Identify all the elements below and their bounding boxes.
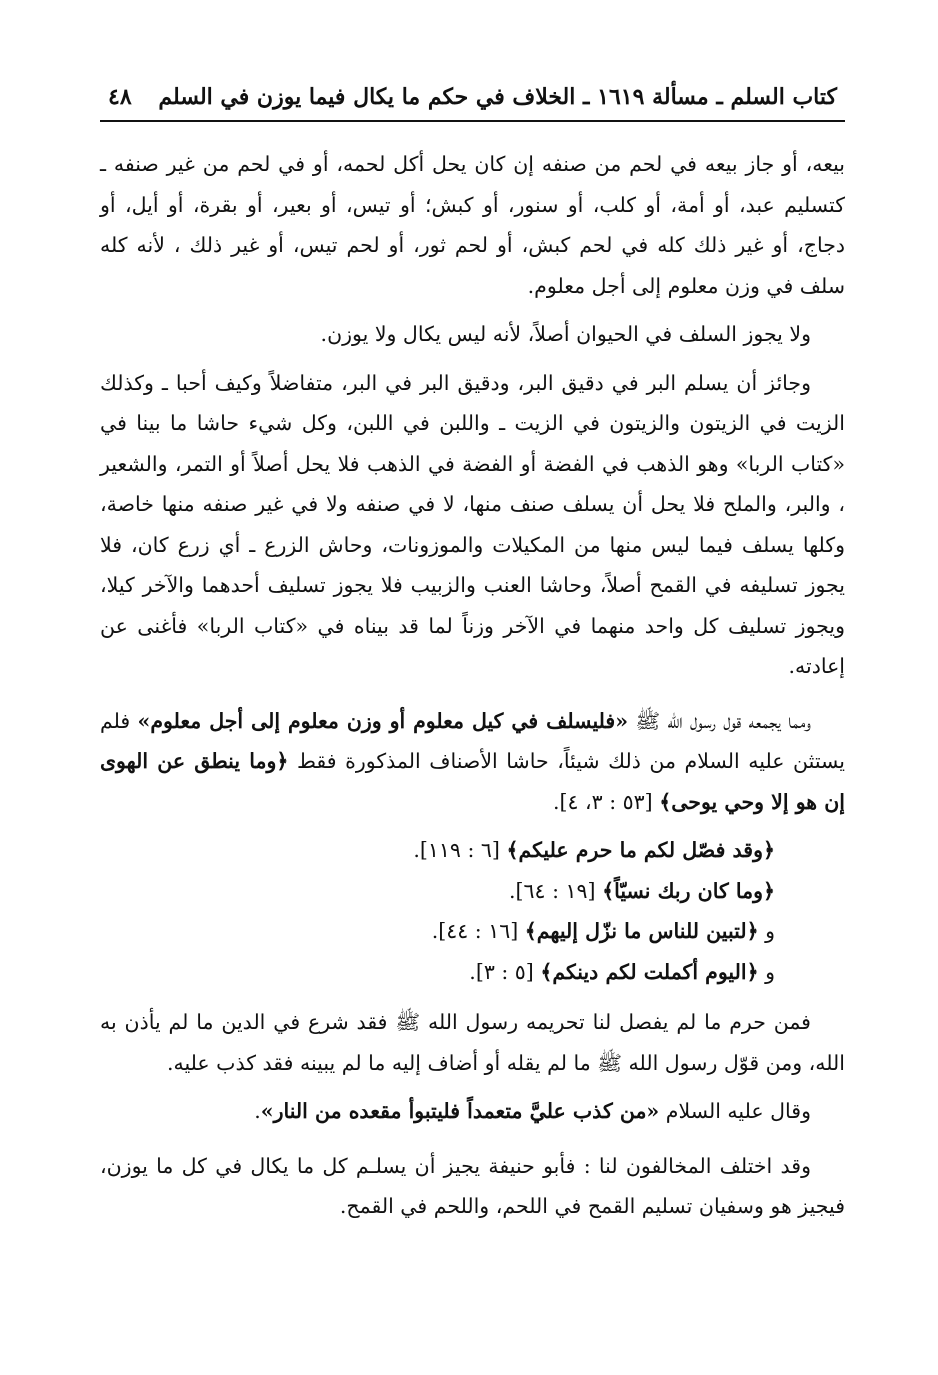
paragraph-2: ولا يجوز السلف في الحيوان أصلاً، لأنه ليس يكال ولا يوزن. bbox=[320, 322, 811, 346]
paragraph-7: وقد اختلف المخالفون لنا : فأبو حنيفة يجيز أن يسلـم كل ما يكال في كل ما يوزن، فيجيز هو وسفيان تسليم القمح في اللحم، واللحم في القمح. bbox=[100, 1153, 845, 1218]
verse-reference: [١٦ : ٤٤]. bbox=[431, 919, 525, 943]
verse-prefix: و bbox=[758, 959, 775, 984]
quran-quote: ﴿لتبين للناس ما نزّل إليهم﴾ bbox=[524, 919, 759, 943]
verse-line bbox=[100, 830, 775, 871]
quran-quote: ﴿وما كان ربك نسيّاً﴾ bbox=[602, 878, 775, 903]
paragraph-3: وجائز أن يسلم البر في دقيق البر، ودقيق البر في البر، متفاضلاً وكيف أحبا ـ وكذلك الزيت في الزيتون والزيتون في الزيت ـ واللبن في اللبن، وكل شيء حاشا ما بينا في «كتاب الربا» وهو الذهب في الفضة أو الفضة في الذهب فلا يحل أصلاً أو التمر، والشعير ، والبر، والملح فلا يحل أن يسلف صنف منها، لا في صنفه ولا في غير صنفه منها خاصة، وكلها يسلف فيما ليس منها من المكيلات والموزونات، وحاش الزرع ـ أي زرع كان، فلا يجوز تسليفه في القمح أصلاً، وحاشا العنب والزبيب فلا يجوز تسليف أحدهما والآخر كيلا، ويجوز تسليف كل واحد منهما في الآخر وزناً لما قد بيناه في «كتاب الربا» فأغنى عن إعادته. bbox=[100, 370, 845, 678]
text-segment: . bbox=[254, 1099, 261, 1123]
paragraph-6 bbox=[100, 1091, 845, 1132]
verse-prefix: و bbox=[758, 919, 775, 943]
verse-reference: [٦ : ١١٩]. bbox=[413, 838, 507, 862]
quran-quote: ﴿اليوم أكملت لكم دينكم﴾ bbox=[540, 959, 759, 984]
verse-line bbox=[100, 911, 775, 952]
paragraph-5: فمن حرم ما لم يفصل لنا تحريمه رسول الله ﷺ فقد شرع في الدين ما لم يأذن به الله، ومن قوّل رسول الله ﷺ ما لم يقله أو أضاف إليه ما لم يبينه فقد كذب عليه. bbox=[100, 1010, 845, 1075]
verse-reference: [١٩ : ٦٤]. bbox=[509, 878, 603, 903]
verse-reference: [٥٣ : ٣، ٤]. bbox=[553, 789, 660, 814]
quran-quote: ﴿وما ينطق عن الهوى إن هو إلا وحي يوحى﴾ bbox=[100, 749, 845, 814]
paragraph-1: بيعه، أو جاز بيعه في لحم من صنفه إن كان يحل أكل لحمه، أو في لحم من غير صنفه ـ كتسليم عبد، أو أمة، أو كلب، أو سنور، أو كبش؛ أو تيس، أو بعير، أو بقرة، أو أيل، أو دجاج، أو غير ذلك كله في لحم كبش، أو لحم ثور، أو لحم تيس، أو غير ذلك ، لأنه كله سلف في وزن معلوم إلى أجل معلوم. bbox=[100, 152, 845, 298]
page-number: ٤٨ bbox=[108, 84, 132, 110]
verse-line bbox=[100, 952, 775, 993]
hadith-quote: «فليسلف في كيل معلوم أو وزن معلوم إلى أجل معلوم» bbox=[137, 708, 629, 733]
header-rule bbox=[100, 120, 845, 122]
text-segment: وقال عليه السلام bbox=[659, 1099, 811, 1123]
hadith-quote: «من كذب عليَّ متعمداً فليتبوأ مقعده من النار» bbox=[260, 1099, 660, 1123]
verse-reference: [٥ : ٣]. bbox=[469, 959, 541, 984]
text-segment: ومما يجمعه قول رسول الله ﷺ bbox=[628, 708, 811, 733]
quran-quote: ﴿وقد فصّل لكم ما حرم عليكم﴾ bbox=[506, 838, 775, 862]
paragraph-4 bbox=[100, 701, 845, 823]
verse-line bbox=[100, 871, 775, 912]
page bbox=[100, 60, 845, 1235]
text-segment: فلم يستثن عليه السلام من ذلك شيئاً، حاشا الأصناف المذكورة فقط bbox=[100, 708, 846, 773]
header-title: كتاب السلم ـ مسألة ١٦١٩ ـ الخلاف في حكم ما يكال فيما يوزن في السلم bbox=[158, 84, 837, 110]
verse-list bbox=[100, 830, 845, 992]
running-header bbox=[100, 60, 845, 110]
